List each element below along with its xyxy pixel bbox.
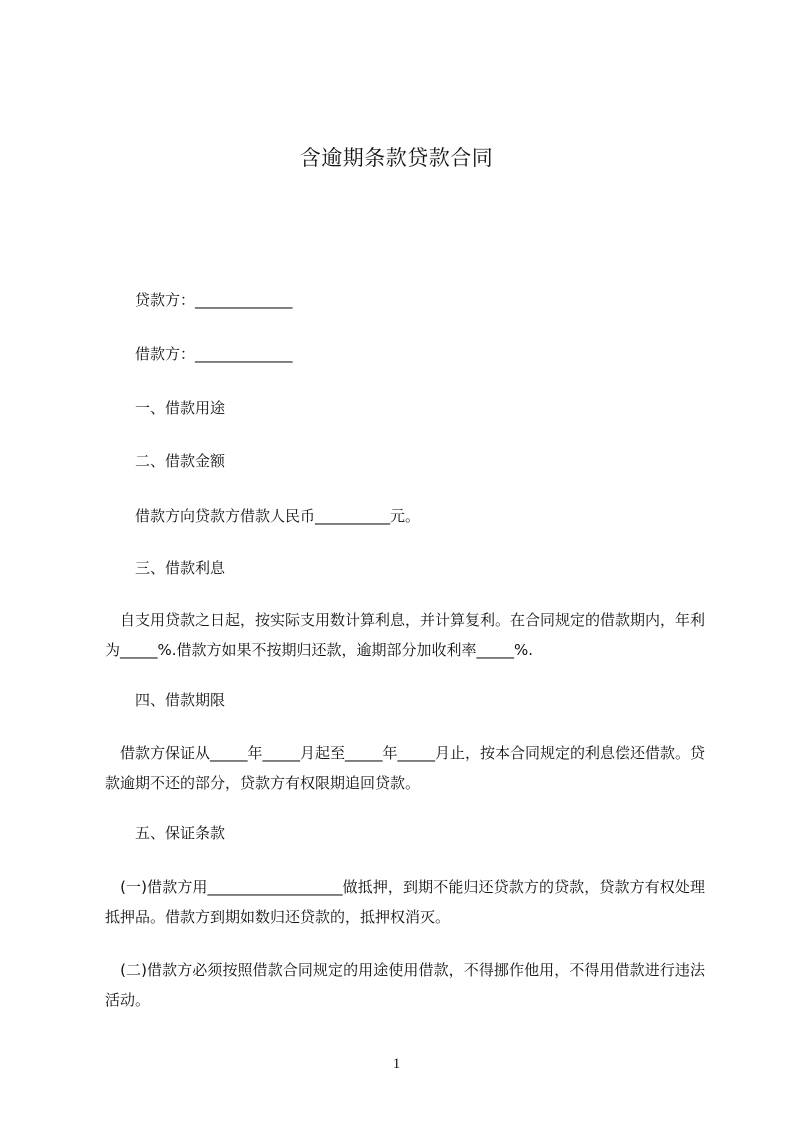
borrower-line: 借款方：_____________: [135, 345, 293, 363]
document-title: 含逾期条款贷款合同: [299, 146, 494, 170]
term-paragraph: 借款方保证从_____年_____月起至_____年_____月止，按本合同规定的利息偿还借款。贷款逾期不还的部分，贷款方有权限期追回贷款。: [105, 744, 706, 792]
guarantee-clause-1: (一)借款方用__________________做抵押，到期不能归还贷款方的贷款，贷款方有权处理抵押品。借款方到期如数归还贷款的，抵押权消灭。: [105, 878, 705, 926]
page-number: 1: [392, 1056, 401, 1072]
section-heading-interest: 三、借款利息: [135, 559, 226, 577]
section-heading-purpose: 一、借款用途: [135, 399, 226, 417]
guarantee-clause-2: (二)借款方必须按照借款合同规定的用途使用借款，不得挪作他用，不得用借款进行违法活动。: [105, 961, 705, 1009]
amount-paragraph: 借款方向贷款方借款人民币__________元。: [135, 507, 421, 525]
lender-line: 贷款方：_____________: [135, 291, 293, 309]
interest-paragraph: 自支用贷款之日起，按实际支用数计算利息，并计算复利。在合同规定的借款期内，年利为_____%.借款方如果不按期归还款，逾期部分加收利率_____%.: [105, 611, 706, 659]
section-heading-term: 四、借款期限: [135, 691, 226, 709]
section-heading-guarantee: 五、保证条款: [135, 824, 226, 842]
section-heading-amount: 二、借款金额: [135, 452, 226, 470]
